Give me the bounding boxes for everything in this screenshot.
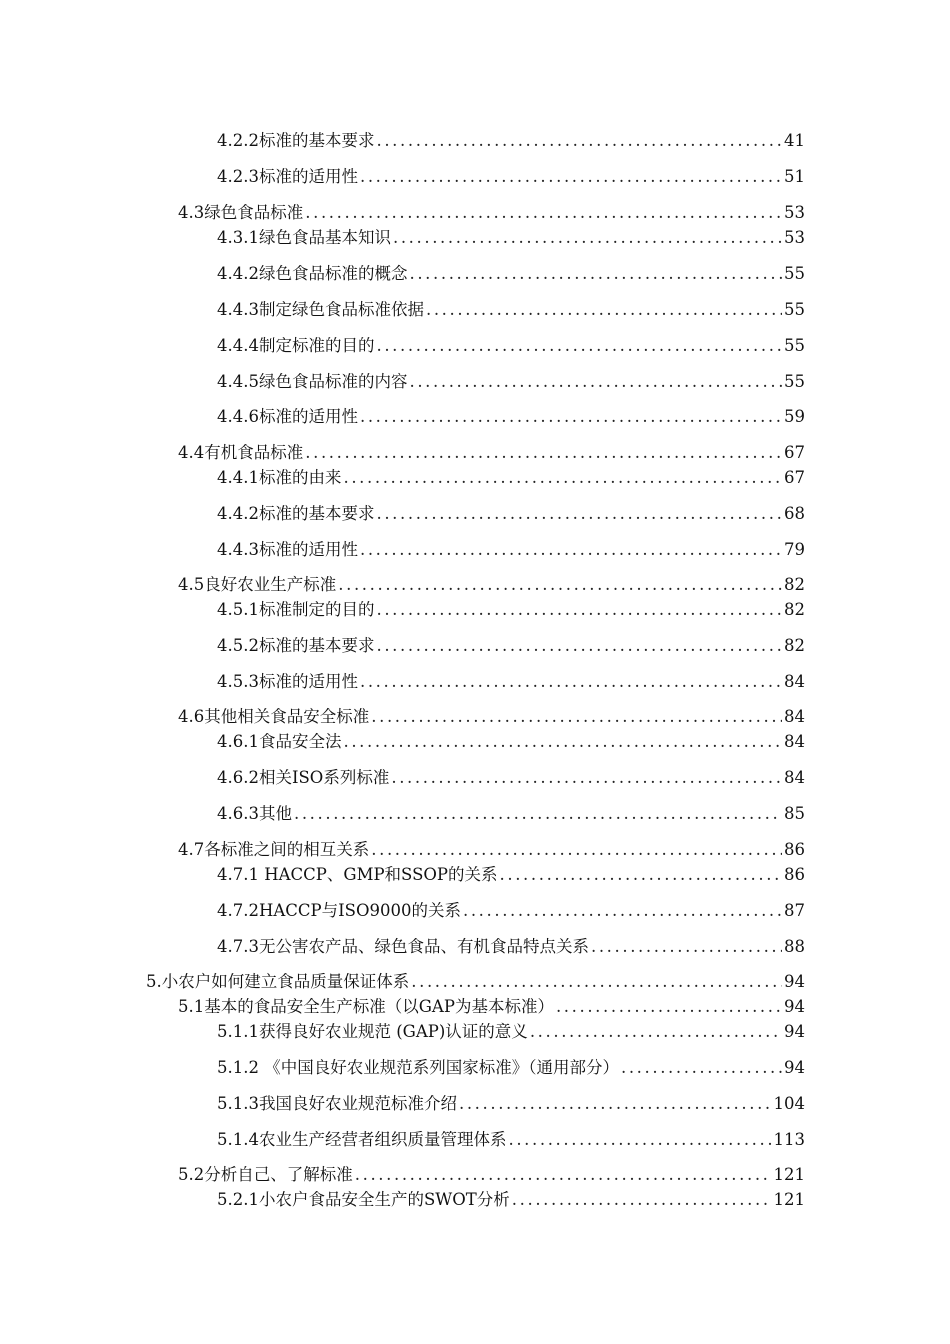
toc-entry[interactable] <box>178 440 805 464</box>
toc-entry[interactable] <box>217 729 805 753</box>
toc-dot-leader <box>376 130 782 152</box>
toc-dot-leader <box>459 1093 772 1115</box>
toc-entry[interactable] <box>217 465 805 489</box>
toc-entry-page-number: 86 <box>784 840 805 859</box>
toc-dot-leader <box>512 1189 772 1211</box>
toc-dot-leader <box>393 227 782 249</box>
toc-entry-title: 4.7.3无公害农产品、绿色食品、有机食品特点关系 <box>217 937 589 956</box>
toc-entry[interactable] <box>217 297 805 321</box>
toc-entry-title: 4.7各标准之间的相互关系 <box>178 840 370 859</box>
toc-entry-title: 5.2.1小农户食品安全生产的SWOT分析 <box>217 1190 510 1209</box>
toc-dot-leader <box>463 900 782 922</box>
toc-entry-title: 4.4.2绿色食品标准的概念 <box>217 264 408 283</box>
toc-entry-page-number: 88 <box>784 937 805 956</box>
toc-entry[interactable] <box>217 404 805 428</box>
toc-dot-leader <box>360 539 782 561</box>
toc-entry-page-number: 82 <box>784 575 805 594</box>
toc-entry-page-number: 84 <box>784 672 805 691</box>
toc-dot-leader <box>411 971 782 993</box>
toc-dot-leader <box>376 635 782 657</box>
toc-entry-page-number: 94 <box>784 1022 805 1041</box>
toc-dot-leader <box>371 706 782 728</box>
toc-entry-page-number: 55 <box>784 300 805 319</box>
toc-dot-leader <box>376 503 782 525</box>
toc-entry-title: 4.2.2标准的基本要求 <box>217 131 375 150</box>
toc-entry[interactable] <box>217 898 805 922</box>
toc-entry-page-number: 51 <box>784 167 805 186</box>
toc-entry-title: 4.6其他相关食品安全标准 <box>178 707 370 726</box>
toc-entry-title: 4.5良好农业生产标准 <box>178 575 337 594</box>
toc-entry-title: 4.7.1 HACCP、GMP和SSOP的关系 <box>217 865 498 884</box>
toc-entry-title: 4.4.1标准的由来 <box>217 468 342 487</box>
toc-entry-title: 4.4.3制定绿色食品标准依据 <box>217 300 424 319</box>
toc-entry-page-number: 84 <box>784 707 805 726</box>
toc-entry-title: 5.小农户如何建立食品质量保证体系 <box>146 972 410 991</box>
toc-entry-title: 4.4.2标准的基本要求 <box>217 504 375 523</box>
toc-entry-title: 5.1基本的食品安全生产标准（以GAP为基本标准） <box>178 997 554 1016</box>
toc-entry-title: 5.1.2 《中国良好农业规范系列国家标准》（通用部分） <box>217 1058 619 1077</box>
toc-entry-page-number: 82 <box>784 600 805 619</box>
toc-entry-page-number: 85 <box>784 804 805 823</box>
toc-dot-leader <box>409 371 782 393</box>
toc-entry-page-number: 68 <box>784 504 805 523</box>
toc-entry[interactable] <box>217 1019 805 1043</box>
toc-entry-page-number: 104 <box>773 1094 805 1113</box>
toc-dot-leader <box>360 671 782 693</box>
toc-entry-title: 4.3绿色食品标准 <box>178 203 304 222</box>
toc-entry-page-number: 87 <box>784 901 805 920</box>
toc-dot-leader <box>376 335 782 357</box>
toc-entry-title: 4.5.3标准的适用性 <box>217 672 358 691</box>
toc-dot-leader <box>305 442 782 464</box>
toc-entry-page-number: 84 <box>784 732 805 751</box>
toc-dot-leader <box>530 1021 782 1043</box>
toc-dot-leader <box>360 406 782 428</box>
toc-entry-title: 4.6.3其他 <box>217 804 292 823</box>
toc-entry-page-number: 82 <box>784 636 805 655</box>
toc-dot-leader <box>343 467 782 489</box>
toc-entry-page-number: 79 <box>784 540 805 559</box>
toc-entry[interactable] <box>178 572 805 596</box>
toc-entry[interactable] <box>178 200 805 224</box>
toc-entry-page-number: 55 <box>784 336 805 355</box>
toc-entry-page-number: 41 <box>784 131 805 150</box>
toc-entry[interactable] <box>217 164 805 188</box>
toc-entry[interactable] <box>217 934 805 958</box>
toc-dot-leader <box>508 1129 771 1151</box>
toc-entry-page-number: 121 <box>773 1190 805 1209</box>
toc-dot-leader <box>338 574 782 596</box>
toc-dot-leader <box>426 299 782 321</box>
toc-entry-page-number: 121 <box>773 1165 805 1184</box>
toc-entry[interactable] <box>217 1091 805 1115</box>
toc-entry[interactable] <box>217 1127 805 1151</box>
toc-dot-leader <box>409 263 782 285</box>
toc-entry-page-number: 94 <box>784 1058 805 1077</box>
toc-entry-title: 5.1.1获得良好农业规范 (GAP)认证的意义 <box>217 1022 528 1041</box>
toc-entry-title: 4.7.2HACCP与ISO9000的关系 <box>217 901 461 920</box>
toc-entry-title: 4.6.2相关ISO系列标准 <box>217 768 390 787</box>
toc-dot-leader <box>371 839 782 861</box>
toc-entry[interactable] <box>217 669 805 693</box>
toc-dot-leader <box>343 731 782 753</box>
toc-entry[interactable] <box>178 704 805 728</box>
toc-dot-leader <box>500 864 782 886</box>
toc-dot-leader <box>391 767 782 789</box>
toc-entry[interactable] <box>217 537 805 561</box>
toc-entry-page-number: 67 <box>784 443 805 462</box>
toc-dot-leader <box>556 996 782 1018</box>
toc-entry[interactable] <box>178 837 805 861</box>
toc-entry[interactable] <box>217 862 805 886</box>
toc-entry-title: 4.5.1标准制定的目的 <box>217 600 375 619</box>
toc-entry-title: 5.1.3我国良好农业规范标准介绍 <box>217 1094 457 1113</box>
toc-entry[interactable] <box>178 1162 805 1186</box>
toc-entry-title: 4.4.3标准的适用性 <box>217 540 358 559</box>
toc-entry-page-number: 59 <box>784 407 805 426</box>
toc-entry[interactable] <box>217 333 805 357</box>
toc-entry-page-number: 55 <box>784 264 805 283</box>
toc-dot-leader <box>376 599 782 621</box>
toc-entry-page-number: 113 <box>773 1130 805 1149</box>
toc-entry-page-number: 94 <box>784 972 805 991</box>
toc-entry[interactable] <box>217 261 805 285</box>
toc-dot-leader <box>591 936 782 958</box>
toc-entry-page-number: 84 <box>784 768 805 787</box>
toc-entry[interactable] <box>146 969 805 993</box>
toc-entry[interactable] <box>217 597 805 621</box>
toc-dot-leader <box>621 1057 782 1079</box>
toc-entry-page-number: 53 <box>784 228 805 247</box>
toc-entry-title: 4.4.4制定标准的目的 <box>217 336 375 355</box>
toc-entry-title: 4.4有机食品标准 <box>178 443 304 462</box>
toc-entry-title: 4.6.1食品安全法 <box>217 732 342 751</box>
toc-entry-title: 4.5.2标准的基本要求 <box>217 636 375 655</box>
toc-entry[interactable] <box>217 633 805 657</box>
toc-entry[interactable] <box>217 501 805 525</box>
toc-entry[interactable] <box>217 225 805 249</box>
toc-entry-title: 4.3.1绿色食品基本知识 <box>217 228 391 247</box>
toc-entry-page-number: 55 <box>784 372 805 391</box>
toc-entry-page-number: 94 <box>784 997 805 1016</box>
toc-entry-title: 5.1.4农业生产经营者组织质量管理体系 <box>217 1130 507 1149</box>
toc-entry-title: 5.2分析自己、了解标准 <box>178 1165 353 1184</box>
toc-entry-title: 4.4.6标准的适用性 <box>217 407 358 426</box>
toc-entry[interactable] <box>217 128 805 152</box>
toc-entry-title: 4.4.5绿色食品标准的内容 <box>217 372 408 391</box>
toc-entry-page-number: 53 <box>784 203 805 222</box>
toc-entry-title: 4.2.3标准的适用性 <box>217 167 358 186</box>
toc-dot-leader <box>305 202 782 224</box>
toc-entry[interactable] <box>217 1187 805 1211</box>
toc-dot-leader <box>355 1164 772 1186</box>
toc-entry[interactable] <box>217 1055 805 1079</box>
toc-entry[interactable] <box>217 765 805 789</box>
toc-dot-leader <box>360 166 782 188</box>
toc-entry-page-number: 67 <box>784 468 805 487</box>
toc-entry[interactable] <box>217 369 805 393</box>
toc-entry-page-number: 86 <box>784 865 805 884</box>
toc-entry[interactable] <box>217 801 805 825</box>
toc-entry[interactable] <box>178 994 805 1018</box>
toc-dot-leader <box>294 803 782 825</box>
